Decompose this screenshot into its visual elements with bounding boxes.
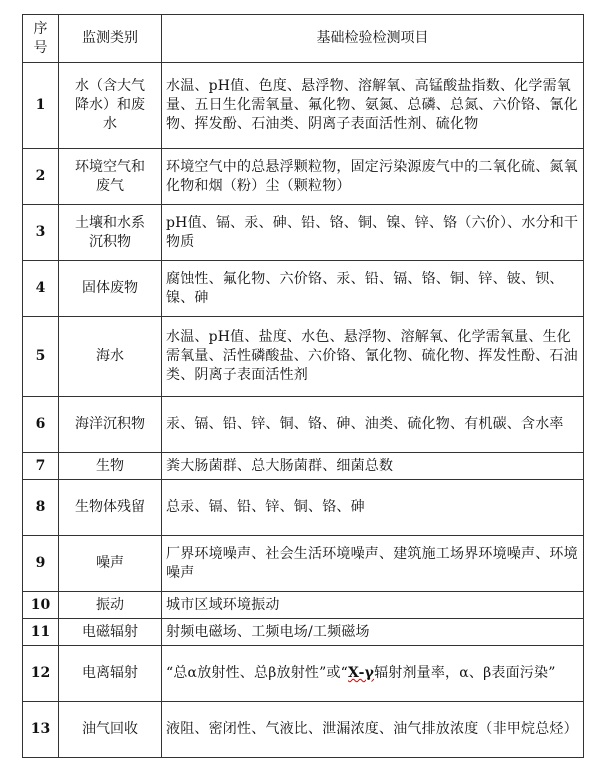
row-items: 液阻、密闭性、气液比、泄漏浓度、油气排放浓度（非甲烷总烃） bbox=[162, 702, 584, 758]
row-number: 6 bbox=[23, 397, 59, 453]
row-category: 电离辐射 bbox=[59, 646, 162, 702]
table-row bbox=[23, 619, 584, 646]
row-category: 土壤和水系沉积物 bbox=[59, 205, 162, 261]
row-category: 环境空气和废气 bbox=[59, 149, 162, 205]
row-number: 4 bbox=[23, 261, 59, 317]
table-row bbox=[23, 261, 584, 317]
row-category: 噪声 bbox=[59, 536, 162, 592]
row-number: 2 bbox=[23, 149, 59, 205]
row-category: 电磁辐射 bbox=[59, 619, 162, 646]
table-row bbox=[23, 397, 584, 453]
table-row bbox=[23, 536, 584, 592]
row-category: 生物 bbox=[59, 453, 162, 480]
row-number: 8 bbox=[23, 480, 59, 536]
row-number: 11 bbox=[23, 619, 59, 646]
row-category: 油气回收 bbox=[59, 702, 162, 758]
row-number: 5 bbox=[23, 317, 59, 397]
table-row bbox=[23, 592, 584, 619]
header-type: 监测类别 bbox=[59, 15, 162, 63]
row-category: 生物体残留 bbox=[59, 480, 162, 536]
row-category: 海洋沉积物 bbox=[59, 397, 162, 453]
table-row bbox=[23, 63, 584, 149]
row-number: 12 bbox=[23, 646, 59, 702]
table-row bbox=[23, 480, 584, 536]
row-category: 水（含大气降水）和废水 bbox=[59, 63, 162, 149]
header-no: 序号 bbox=[23, 15, 59, 63]
items-text-pre: “总α放射性、总β放射性”或“ bbox=[166, 665, 349, 681]
row-items: 腐蚀性、氟化物、六价铬、汞、铅、镉、铬、铜、锌、铍、钡、镍、砷 bbox=[162, 261, 584, 317]
row-number: 9 bbox=[23, 536, 59, 592]
row-items bbox=[162, 646, 584, 702]
row-items: 粪大肠菌群、总大肠菌群、细菌总数 bbox=[162, 453, 584, 480]
row-category: 振动 bbox=[59, 592, 162, 619]
row-items: 城市区域环境振动 bbox=[162, 592, 584, 619]
row-items: 总汞、镉、铅、锌、铜、铬、砷 bbox=[162, 480, 584, 536]
row-number: 7 bbox=[23, 453, 59, 480]
table-row bbox=[23, 646, 584, 702]
items-text-post: 辐射剂量率，α、β表面污染” bbox=[374, 665, 556, 681]
table-row bbox=[23, 453, 584, 480]
row-items: 汞、镉、铅、锌、铜、铬、砷、油类、硫化物、有机碳、含水率 bbox=[162, 397, 584, 453]
monitoring-items-table bbox=[22, 14, 584, 758]
table-row bbox=[23, 205, 584, 261]
row-items: pH值、镉、汞、砷、铅、铬、铜、镍、锌、铬（六价）、水分和干物质 bbox=[162, 205, 584, 261]
row-items: 射频电磁场、工频电场/工频磁场 bbox=[162, 619, 584, 646]
header-items: 基础检验检测项目 bbox=[162, 15, 584, 63]
row-number: 3 bbox=[23, 205, 59, 261]
row-number: 1 bbox=[23, 63, 59, 149]
table-row bbox=[23, 317, 584, 397]
row-items: 厂界环境噪声、社会生活环境噪声、建筑施工场界环境噪声、环境噪声 bbox=[162, 536, 584, 592]
row-items: 水温、pH值、盐度、水色、悬浮物、溶解氧、化学需氧量、生化需氧量、活性磷酸盐、六价铬、氰化物、硫化物、挥发性酚、石油类、阴离子表面活性剂 bbox=[162, 317, 584, 397]
row-category: 固体废物 bbox=[59, 261, 162, 317]
row-number: 10 bbox=[23, 592, 59, 619]
row-items: 水温、pH值、色度、悬浮物、溶解氧、高锰酸盐指数、化学需氧量、五日生化需氧量、氟化物、氨氮、总磷、总氮、六价铬、氰化物、挥发酚、石油类、阴离子表面活性剂、硫化物 bbox=[162, 63, 584, 149]
table-row bbox=[23, 702, 584, 758]
table-row bbox=[23, 149, 584, 205]
header-row bbox=[23, 15, 584, 63]
row-items: 环境空气中的总悬浮颗粒物，固定污染源废气中的二氧化硫、氮氧化物和烟（粉）尘（颗粒物） bbox=[162, 149, 584, 205]
spellcheck-underline-text: X-γ bbox=[348, 665, 375, 681]
row-number: 13 bbox=[23, 702, 59, 758]
row-category: 海水 bbox=[59, 317, 162, 397]
